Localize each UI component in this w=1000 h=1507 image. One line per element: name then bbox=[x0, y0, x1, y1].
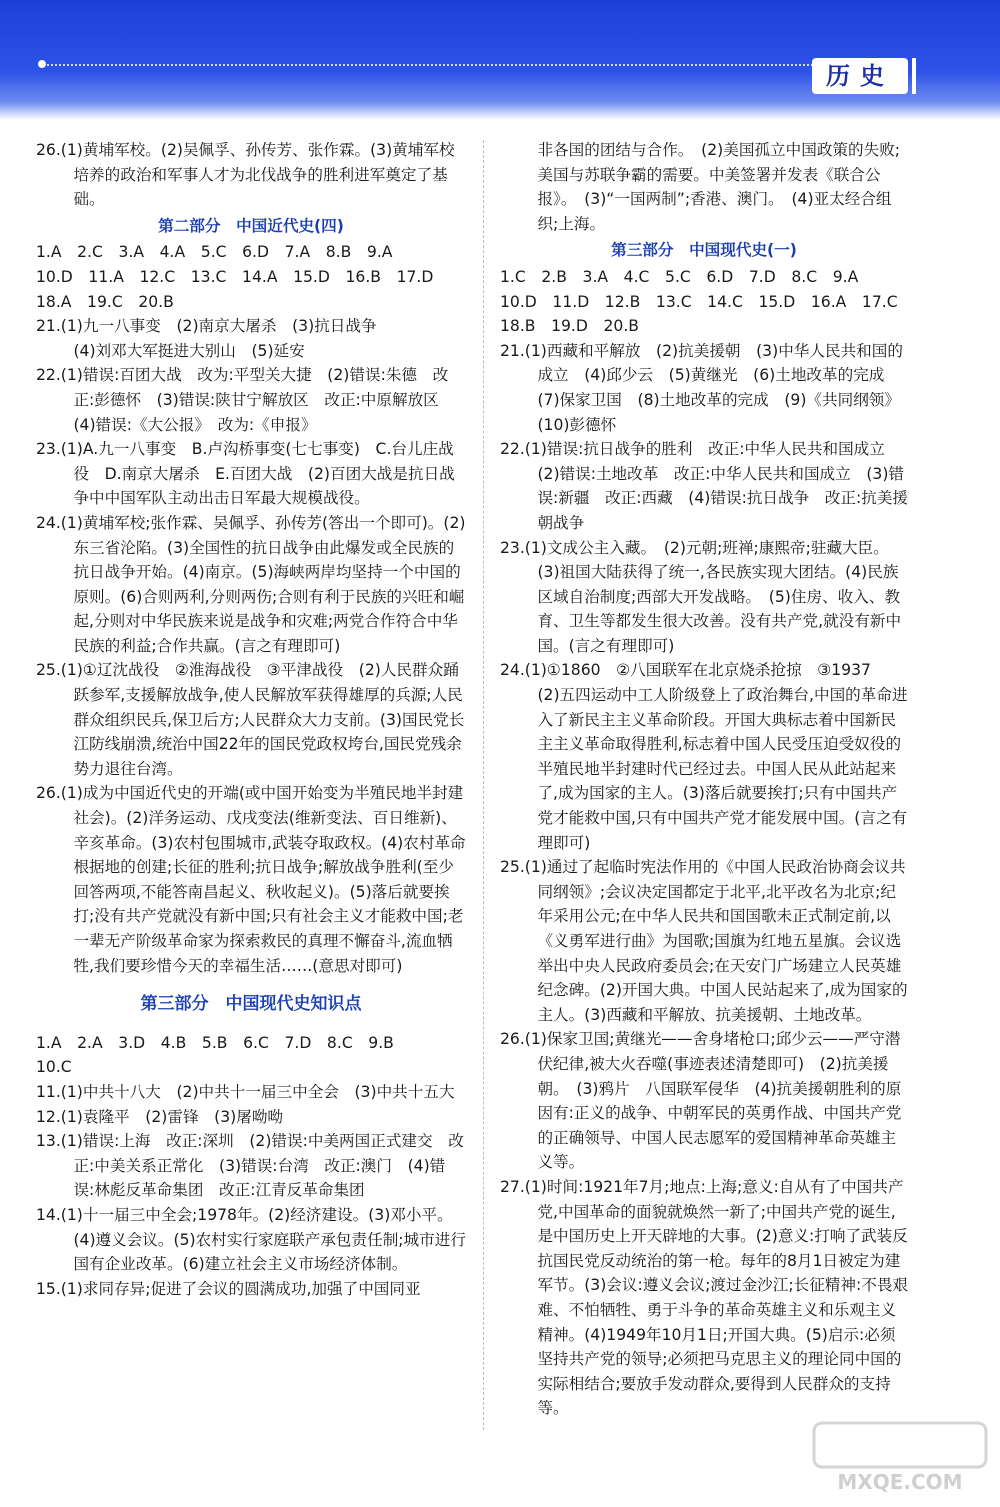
answer-paragraph: 10.D 11.D 12.B 13.C 14.C 15.D 16.A 17.C bbox=[500, 292, 898, 311]
answer-paragraph: 21.(1)九一八事变 (2)南京大屠杀 (3)抗日战争 bbox=[36, 317, 377, 336]
answer-paragraph: 23.(1)文成公主入藏。 (2)元朝;班禅;康熙帝;驻藏大臣。 (3)祖国大陆获得了统一,各民族实现大团结。(4)民族区域自治制度;西部大开发战略。 (5)住房、收入、教育、卫生等都发生很大改善。没有共产党,就没有新中国。(言之有理即可) bbox=[500, 538, 902, 655]
left-column bbox=[36, 138, 466, 1301]
answer-paragraph: 26.(1)保家卫国;黄继光——舍身堵枪口;邱少云——严守潜伏纪律,被大火吞噬(事迹表述清楚即可) (2)抗美援朝。 (3)鸦片 八国联军侵华 (4)抗美援朝胜利的原因有:正义的战争、中朝军民的英勇作战、中国共产党的正确领导、中国人民志愿军的爱国精神革命英雄主义等。 bbox=[500, 1030, 902, 1172]
answer-paragraph: 24.(1)①1860 ②八国联军在北京烧杀抢掠 ③1937 bbox=[500, 661, 871, 680]
section-heading: 第二部分 中国近代史(四) bbox=[158, 216, 344, 235]
answer-paragraph: (2)五四运动中工人阶级登上了政治舞台,中国的革命进入了新民主主义革命阶段。开国大典标志着中国新民主主义革命取得胜利,标志着中国人民受压迫受奴役的半殖民地半封建时代已经过去。中国人民从此站起来了,成为国家的主人。(3)落后就要挨打;只有中国共产党才能救中国,只有中国共产党才能发展中国。(言之有理即可) bbox=[537, 686, 908, 852]
dotted-line-decoration bbox=[40, 64, 820, 66]
answer-paragraph: 12.(1)袁隆平 (2)雷锋 (3)屠呦呦 bbox=[36, 1107, 284, 1126]
answer-paragraph: 14.(1)十一届三中全会;1978年。(2)经济建设。(3)邓小平。(4)遵义会议。(5)农村实行家庭联产承包责任制;城市进行国有企业改革。(6)建立社会主义市场经济体制。 bbox=[36, 1205, 466, 1274]
answer-paragraph: 1.A 2.A 3.D 4.B 5.B 6.C 7.D 8.C 9.B bbox=[36, 1033, 394, 1052]
answer-paragraph: 1.C 2.B 3.A 4.C 5.C 6.D 7.D 8.C 9.A bbox=[500, 267, 859, 286]
answer-paragraph: 26.(1)成为中国近代史的开端(或中国开始变为半殖民地半封建社会)。(2)洋务运动、戊戌变法(维新变法、百日维新)、辛亥革命。(3)农村包围城市,武装夺取政权。(4)农村革命根据地的创建;长征的胜利;抗日战争;解放战争胜利(至少回答两项,不能答南昌起义、秋收起义)。(5)落后就要挨打;没有共产党就没有新中国;只有社会主义才能救中国;老一辈无产阶级革命家为探索救民的真理不懈奋斗,流血牺牲,我们要珍惜今天的幸福生活……(意思对即可) bbox=[36, 784, 466, 975]
answer-paragraph: 10.C bbox=[36, 1058, 72, 1077]
section-heading: 第三部分 中国现代史知识点 bbox=[140, 994, 362, 1015]
answer-paragraph: 10.D 11.A 12.C 13.C 14.A 15.D 16.B 17.D bbox=[36, 267, 434, 286]
answer-paragraph: 1.A 2.C 3.A 4.A 5.C 6.D 7.A 8.B 9.A bbox=[36, 243, 393, 262]
header-banner bbox=[0, 0, 1000, 120]
answer-paragraph: 23.(1)A.九一八事变 B.卢沟桥事变(七七事变) C.台儿庄战役 D.南京大屠杀 E.百团大战 (2)百团大战是抗日战争中中国军队主动出击日军最大规模战役。 bbox=[36, 440, 455, 508]
answer-paragraph: 13.(1)错误:上海 改正:深圳 (2)错误:中美两国正式建交 改正:中美关系正常化 (3)错误:台湾 改正:澳门 (4)错误:林彪反革命集团 改正:江青反革命集团 bbox=[36, 1132, 464, 1200]
answer-paragraph: 22.(1)错误:抗日战争的胜利 改正:中华人民共和国成立 (2)错误:土地改革 改正:中华人民共和国成立 (3)错误:新疆 改正:西藏 (4)错误:抗日战争 改正:抗美援朝战争 bbox=[500, 440, 909, 532]
subject-bar-decoration bbox=[912, 58, 916, 94]
right-column bbox=[500, 138, 908, 1421]
answer-paragraph: 24.(1)黄埔军校;张作霖、吴佩孚、孙传芳(答出一个即可)。(2)东三省沦陷。(3)全国性的抗日战争由此爆发或全民族的抗日战争开始。(4)南京。(5)海峡两岸均坚持一个中国的原则。(6)合则两利,分则两伤;合则有利于民族的兴旺和崛起,分则对中华民族来说是战争和灾难;两党合作符合中华民族的利益;合作共赢。(言之有理即可) bbox=[36, 513, 466, 655]
answer-paragraph: 21.(1)西藏和平解放 (2)抗美援朝 (3)中华人民共和国的成立 (4)邱少云 (5)黄继光 (6)土地改革的完成 (7)保家卫国 (8)土地改革的完成 (9)《共同纲领》 (10)彭德怀 bbox=[500, 341, 908, 434]
watermark-logo-icon bbox=[810, 1419, 990, 1499]
answer-paragraph: 11.(1)中共十八大 (2)中共十一届三中全会 (3)中共十五大 bbox=[36, 1082, 455, 1101]
dot-decoration-icon bbox=[38, 60, 46, 68]
answer-paragraph: (4)刘邓大军挺进大别山 (5)延安 bbox=[73, 341, 305, 360]
answer-paragraph: 27.(1)时间:1921年7月;地点:上海;意义:自从有了中国共产党,中国革命的面貌就焕然一新了;中国共产党的诞生,是中国历史上开天辟地的大事。(2)意义:打响了武装反抗国民党反动统治的第一枪。每年的8月1日被定为建军节。(3)会议:遵义会议;渡过金沙江;长征精神:不畏艰难、不怕牺牲、勇于斗争的革命英雄主义和乐观主义精神。(4)1949年10月1日;开国大典。(5)启示:必须坚持共产党的领导;必须把马克思主义的理论同中国的实际相结合;要放手发动群众,要得到人民群众的支持等。 bbox=[500, 1177, 909, 1418]
answer-paragraph: 15.(1)求同存异;促进了会议的圆满成功,加强了中国同亚 bbox=[36, 1279, 421, 1298]
answer-paragraph: 非各国的团结与合作。 (2)美国孤立中国政策的失败;美国与苏联争霸的需要。中美签署并发表《联合公报》。 (3)“一国两制”;香港、澳门。 (4)亚太经合组织;上海。 bbox=[537, 141, 901, 233]
section-heading: 第三部分 中国现代史(一) bbox=[611, 241, 797, 260]
column-divider bbox=[483, 140, 484, 1430]
answer-paragraph: 25.(1)①辽沈战役 ②淮海战役 ③平津战役 (2)人民群众踊跃参军,支援解放战争,使人民解放军获得雄厚的兵源;人民群众组织民兵,保卫后方;人民群众大力支前。(3)国民党长江防线崩溃,统治中国22年的国民党政权垮台,国民党残余势力退往台湾。 bbox=[36, 661, 465, 778]
answer-paragraph: 22.(1)错误:百团大战 改为:平型关大捷 (2)错误:朱德 改正:彭德怀 (3)错误:陕甘宁解放区 改正:中原解放区 (4)错误:《大公报》 改为:《申报》 bbox=[36, 366, 455, 434]
answer-paragraph: 25.(1)通过了起临时宪法作用的《中国人民政治协商会议共同纲领》;会议决定国都定于北平,北平改名为北京;纪年采用公元;在中华人民共和国国歌未正式制定前,以《义勇军进行曲》为国歌;国旗为红地五星旗。会议选举出中央人民政府委员会;在天安门广场建立人民英雄纪念碑。(2)开国大典。中国人民站起来了,成为国家的主人。(3)西藏和平解放、抗美援朝、土地改革。 bbox=[500, 858, 908, 1024]
watermark-text: MXQE.COM bbox=[837, 1470, 963, 1494]
answer-paragraph: 26.(1)黄埔军校。(2)吴佩孚、孙传芳、张作霖。(3)黄埔军校培养的政治和军事人才为北伐战争的胜利进军奠定了基础。 bbox=[36, 141, 455, 209]
answer-paragraph: 18.B 19.D 20.B bbox=[500, 317, 639, 336]
subject-label: 历史 bbox=[812, 58, 908, 94]
answer-paragraph: 18.A 19.C 20.B bbox=[36, 292, 174, 311]
